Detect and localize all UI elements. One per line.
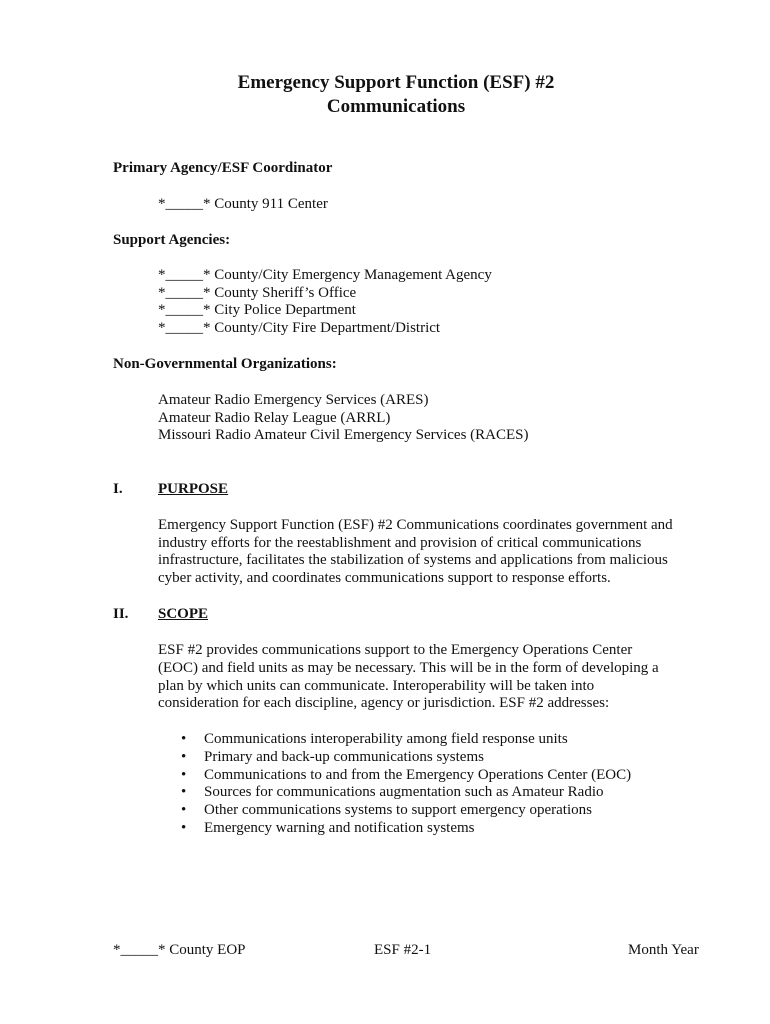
ngo-item: Amateur Radio Relay League (ARRL) [158,410,391,426]
scope-bullet-list [160,731,631,838]
document-subtitle: Communications [326,96,466,117]
support-agency-item: *_____* County/City Emergency Management Agency [158,267,492,283]
footer-left: *_____* County EOP [113,942,246,958]
ngo-item: Missouri Radio Amateur Civil Emergency Services (RACES) [158,427,529,443]
section-number-scope: II. [113,606,129,622]
support-agency-item: *_____* County/City Fire Department/District [158,320,441,336]
list-item [160,784,631,802]
purpose-text-line: industry efforts for the reestablishment and provision of critical communications [158,535,642,551]
list-item [160,731,631,749]
purpose-text-line: cyber activity, and coordinates communications support to response efforts. [158,570,611,586]
footer-date: Month Year [628,942,699,958]
bullet-text: Communications to and from the Emergency Operations Center (EOC) [204,766,632,783]
bullet-icon: • [181,819,187,836]
scope-text-line: consideration for each discipline, agency or jurisdiction. ESF #2 addresses: [158,695,610,711]
bullet-text: Primary and back-up communications systems [204,748,484,765]
bullet-text: Other communications systems to support emergency operations [204,802,592,819]
bullet-text: Emergency warning and notification systems [204,819,475,836]
bullet-text: Communications interoperability among field response units [204,731,568,747]
section-heading-purpose: PURPOSE [158,481,229,497]
scope-text-line: plan by which units can communicate. Interoperability will be taken into [158,678,595,694]
support-agency-item: *_____* City Police Department [158,302,356,318]
scope-text-line: (EOC) and field units as may be necessary. This will be in the form of developing a [158,660,659,676]
support-agency-item: *_____* County Sheriff’s Office [158,285,357,301]
ngo-item: Amateur Radio Emergency Services (ARES) [158,392,429,408]
list-item [160,802,631,820]
bullet-icon: • [181,731,187,747]
primary-agency-item: *_____* County 911 Center [158,196,328,212]
purpose-text-line: Emergency Support Function (ESF) #2 Communications coordinates government and [158,517,673,533]
bullet-icon: • [181,766,187,783]
bullet-icon: • [181,748,187,765]
purpose-text-line: infrastructure, facilitates the stabilization of systems and applications from malicious [158,552,668,568]
list-item [160,749,631,767]
scope-text-line: ESF #2 provides communications support to the Emergency Operations Center [158,642,633,658]
section-heading-scope: SCOPE [158,606,209,622]
document-title: Emergency Support Function (ESF) #2 [237,72,555,93]
ngo-heading: Non-Governmental Organizations: [113,356,337,372]
footer-page-number: ESF #2-1 [374,942,432,958]
primary-agency-heading: Primary Agency/ESF Coordinator [113,160,333,176]
bullet-icon: • [181,784,187,801]
support-agencies-heading: Support Agencies: [113,232,231,248]
bullet-icon: • [181,802,187,819]
bullet-text: Sources for communications augmentation such as Amateur Radio [204,784,604,801]
section-number-purpose: I. [113,481,123,497]
list-item [160,767,631,785]
list-item [160,820,631,838]
